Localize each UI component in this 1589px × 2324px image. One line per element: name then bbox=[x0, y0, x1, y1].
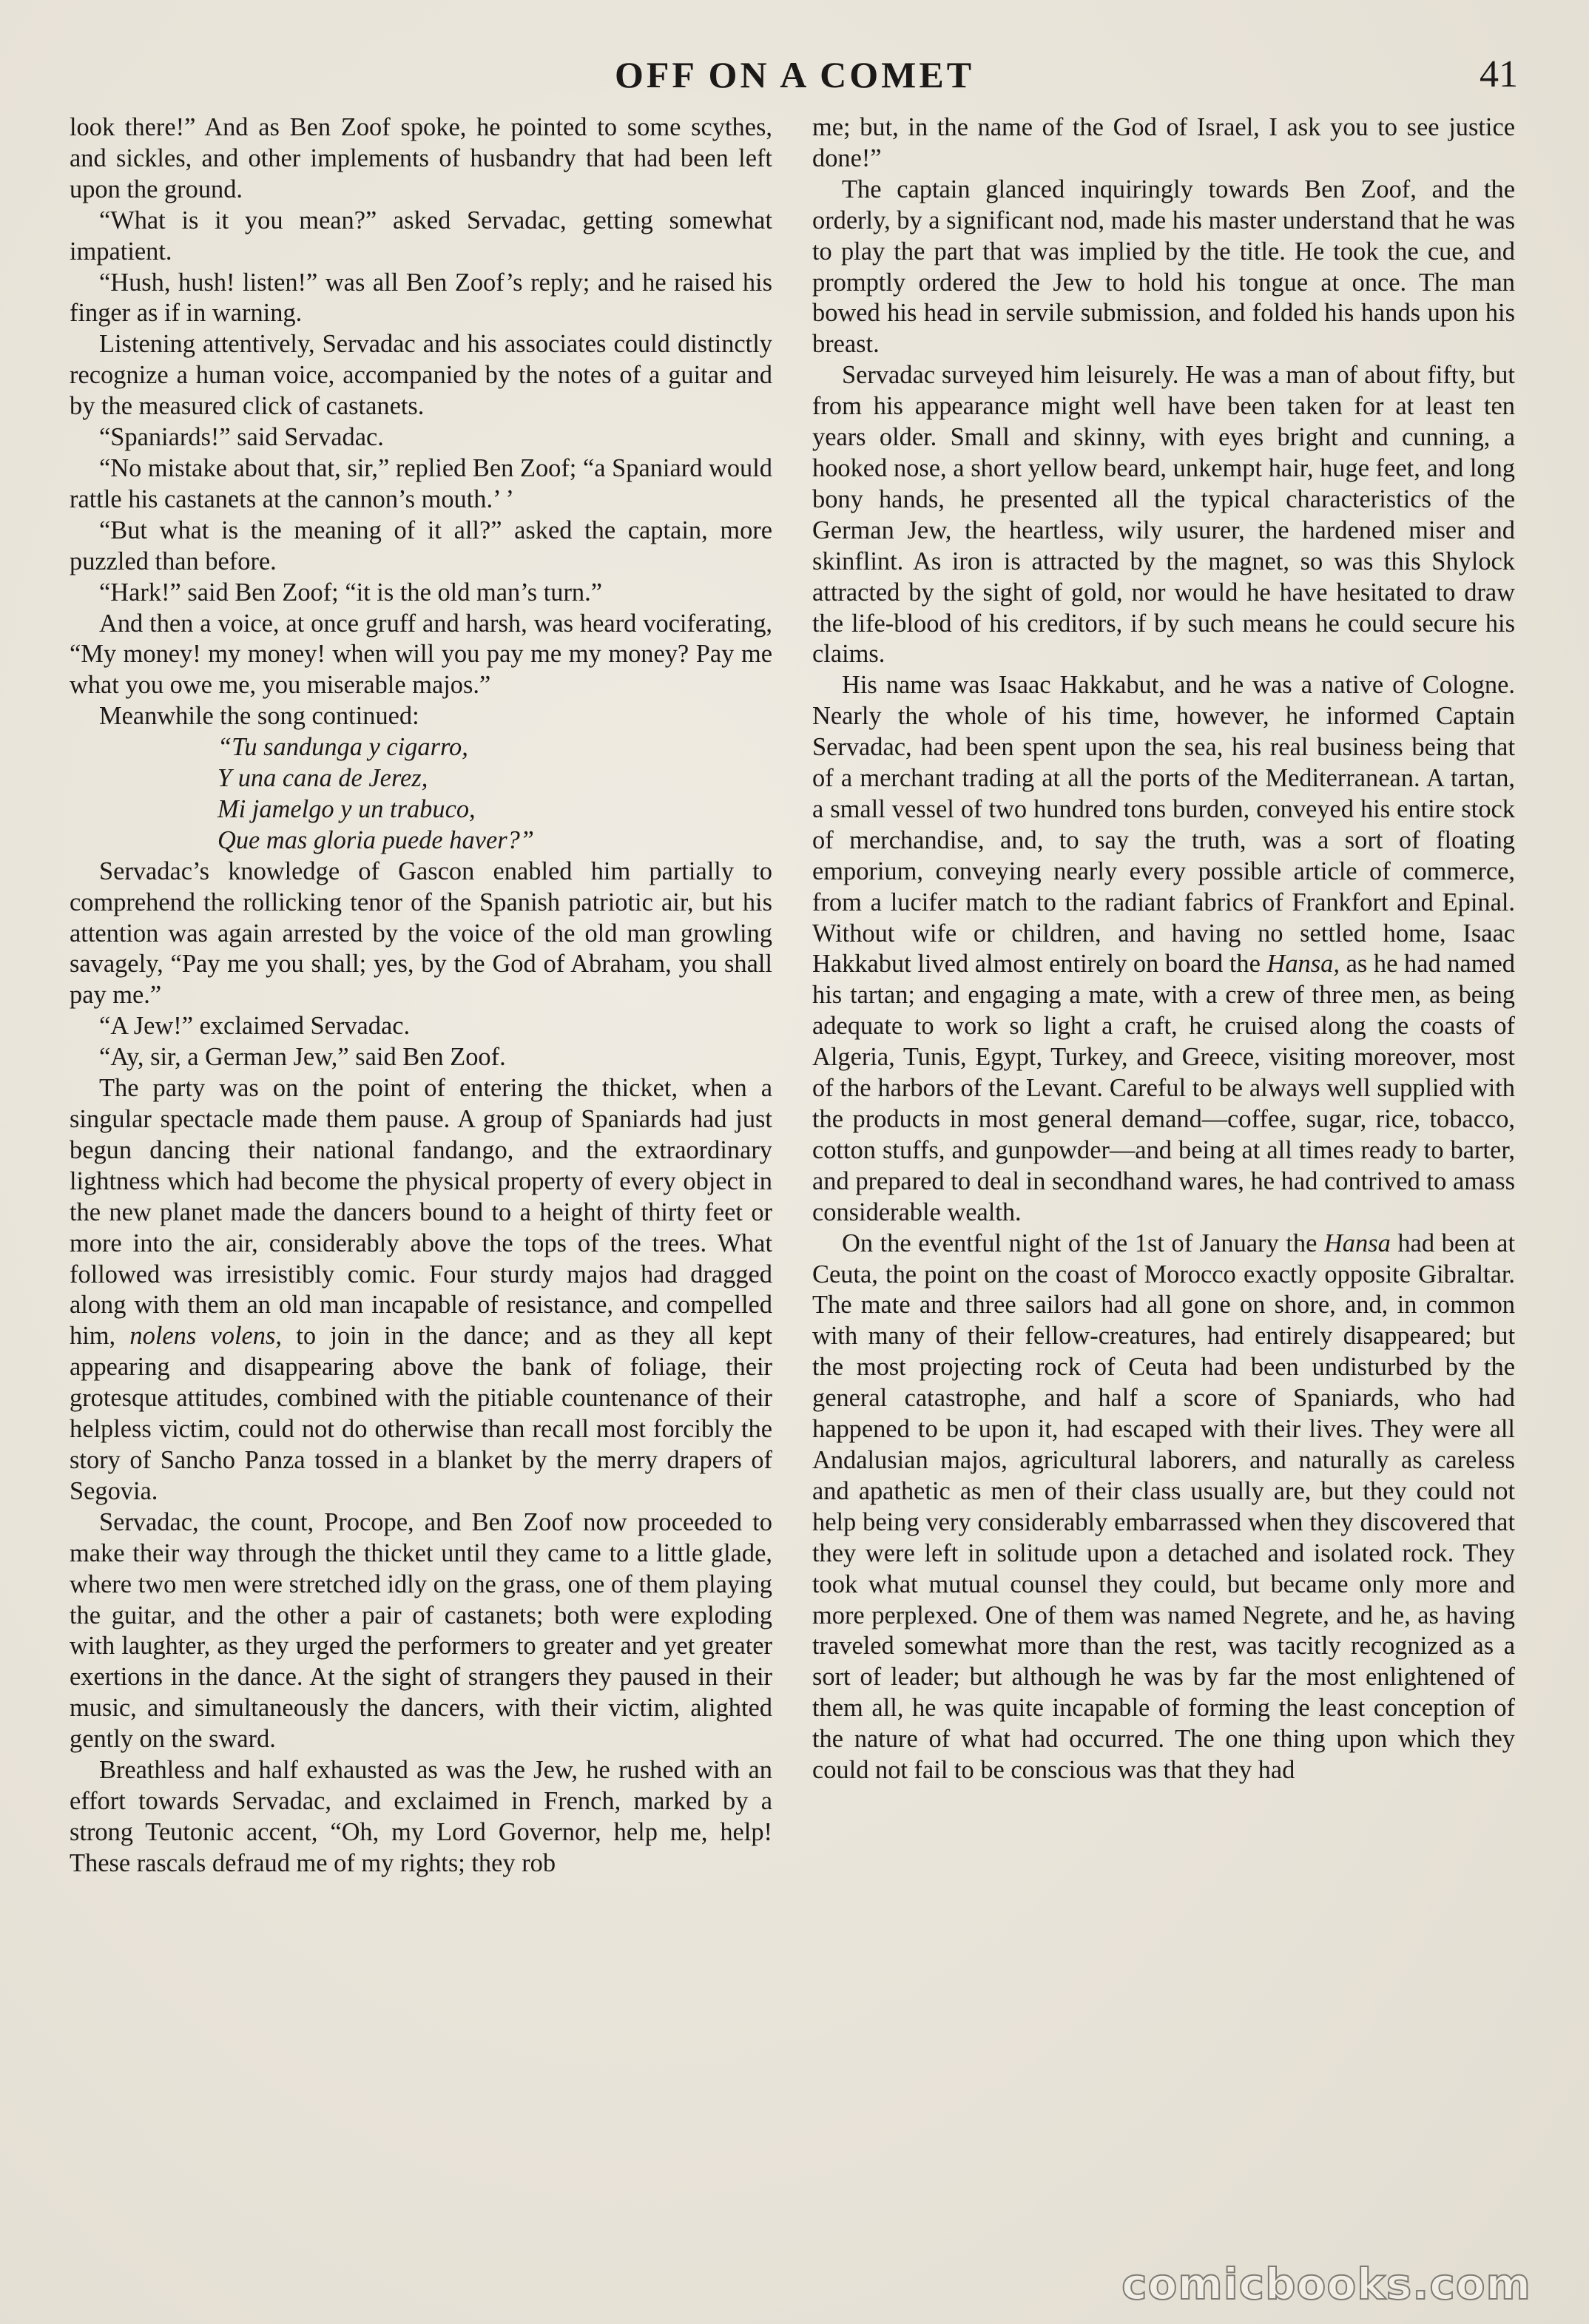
right-column bbox=[812, 112, 1515, 1786]
paragraph: Meanwhile the song continued: bbox=[99, 702, 419, 731]
paragraph: “Ay, sir, a German Jew,” said Ben Zoof. bbox=[99, 1043, 506, 1072]
paragraph: Servadac surveyed him leisurely. He was a man of about fifty, but from his appearance might well have been taken for at least ten years older. Small and skinny, with eyes bright and cunning, a hooked nose, a short yellow beard, unkempt hair, huge feet, and long bony hands, he presented all the typical characteristics of the German Jew, the heartless, wily usurer, the hardened miser and skinflint. As iron is attracted by the magnet, so was this Shylock attracted by the sight of gold, nor would he have hesitated to draw the life-blood of his creditors, if by such means he could secure his claims. bbox=[812, 361, 1515, 669]
paragraph: Servadac’s knowledge of Gascon enabled him partially to comprehend the rollicking tenor of the Spanish patriotic air, but his attention was again arrested by the voice of the old man growling savagely, “Pay me you shall; yes, by the God of Abraham, you shall pay me.” bbox=[70, 857, 772, 1010]
text-run: The party was on the point of entering the thicket, when a singular spectacle made them pause. A group of Spaniards had just begun dancing their national fandango, and the extraordinary lightness which had become the physical property of every object in the new planet made the dancers bound to a height of thirty feet or more into the air, considerably above the tops of the trees. What followed was irresistibly comic. Four sturdy majos had dragged along with them an old man incapable of resistance, and compelled him, bbox=[70, 1074, 772, 1351]
paragraph bbox=[70, 1073, 772, 1507]
song-verse bbox=[217, 732, 772, 857]
italic-run: Hansa, bbox=[1266, 950, 1340, 979]
paragraph: Breathless and half exhausted as was the Jew, he rushed with an effort towards Servadac, and exclaimed in French, marked by a strong Teutonic accent, “Oh, my Lord Governor, help me, help! These rascals defraud me of my rights; they rob bbox=[70, 1756, 772, 1877]
text-run: to join in the dance; and as they all kept appearing and disappearing above the bank of foliage, their grotesque attitudes, combined with the pitiable countenance of their helpless victim, could not do otherwise than recall most forcibly the story of Sancho Panza tossed in a blanket by the merry drapers of Segovia. bbox=[70, 1322, 772, 1505]
paragraph: “No mistake about that, sir,” replied Ben Zoof; “a Spaniard would rattle his castanets at the cannon’s mouth.’ ’ bbox=[70, 453, 772, 513]
paragraph bbox=[812, 670, 1515, 1228]
paragraph: “Hush, hush! listen!” was all Ben Zoof’s reply; and he raised his finger as if in warning. bbox=[70, 268, 772, 328]
paragraph: Servadac, the count, Procope, and Ben Zoof now proceeded to make their way through the thicket until they came to a little glade, where two men were stretched idly on the grass, one of them playing the guitar, and the other a pair of castanets; both were exploding with laughter, as they urged the performers to greater and yet greater exertions in the dance. At the sight of strangers they paused in their music, and simultaneously the dancers, with their victim, alighted gently on the sward. bbox=[70, 1507, 772, 1754]
text-run: as he had named his tartan; and engaging a mate, with a crew of three men, as being adequate to work so light a craft, he cruised along the coasts of Algeria, Tunis, Egypt, Turkey, and Greece, visiting moreover, most of the harbors of the Levant. Careful to be always well supplied with the products in most general demand—coffee, sugar, rice, tobacco, cotton stuffs, and gunpowder—and being at all times ready to barter, and prepared to deal in secondhand wares, he had contrived to amass considerable wealth. bbox=[812, 950, 1515, 1226]
italic-run: Hansa bbox=[1323, 1229, 1391, 1257]
paragraph: me; but, in the name of the God of Israel, I ask you to see justice done!” bbox=[812, 113, 1515, 172]
paragraph: “Hark!” said Ben Zoof; “it is the old man’s turn.” bbox=[99, 578, 602, 607]
verse-line: Mi jamelgo y un trabuco, bbox=[217, 794, 476, 823]
text-run: His name was Isaac Hakkabut, and he was a native of Cologne. Nearly the whole of his time, however, he informed Captain Servadac, had been spent upon the sea, his real business being that of a merchant trading at all the ports of the Mediterranean. A tartan, a small vessel of two hundred tons burden, conveyed his entire stock of merchandise, and, to say the truth, was a sort of floating emporium, conveying nearly every possible article of commerce, from a lucifer match to the radiant fabrics of Frankfort and Epinal. Without wife or children, and having no settled home, Isaac Hakkabut lived almost entirely on board the bbox=[812, 671, 1515, 979]
text-run: On the eventful night of the 1st of January the bbox=[842, 1229, 1324, 1257]
left-column bbox=[70, 112, 772, 1879]
paragraph: look there!” And as Ben Zoof spoke, he pointed to some scythes, and sickles, and other implements of husbandry that had been left upon the ground. bbox=[70, 113, 772, 203]
paragraph: “But what is the meaning of it all?” asked the captain, more puzzled than before. bbox=[70, 516, 772, 575]
paragraph: The captain glanced inquiringly towards Ben Zoof, and the orderly, by a significant nod, made his master understand that he was to play the part that was implied by the title. He took the cue, and promptly ordered the Jew to hold his tongue at once. The man bowed his head in servile submission, and folded his hands upon his breast. bbox=[812, 175, 1515, 359]
paragraph: And then a voice, at once gruff and harsh, was heard vociferating, “My money! my money! when will you pay me my money? Pay me what you owe me, you miserable majos.” bbox=[70, 609, 772, 700]
italic-run: nolens volens, bbox=[129, 1322, 282, 1351]
paragraph: “Spaniards!” said Servadac. bbox=[99, 423, 384, 452]
running-head bbox=[0, 49, 1589, 101]
site-watermark: comicbooks.com bbox=[1121, 2259, 1531, 2309]
running-title: OFF ON A COMET bbox=[614, 54, 975, 95]
paragraph: “What is it you mean?” asked Servadac, getting somewhat impatient. bbox=[70, 206, 772, 266]
verse-line: Y una cana de Jerez, bbox=[217, 764, 428, 793]
verse-line: Que mas gloria puede haver?” bbox=[217, 825, 534, 854]
paragraph: Listening attentively, Servadac and his associates could distinctly recognize a human voice, accompanied by the notes of a guitar and by the measured click of castanets. bbox=[70, 330, 772, 421]
text-run: had been at Ceuta, the point on the coast of Morocco exactly opposite Gibraltar. The mate and three sailors had all gone on shore, and, in common with many of their fellow-creatures, had entirely disappeared; but the most projecting rock of Ceuta had been undisturbed by the general catastrophe, and half a score of Spaniards, who had happened to be upon it, had escaped with their lives. They were all Andalusian majos, agricultural laborers, and naturally as careless and apathetic as men of their class usually are, but they could not help being very considerably embarrassed when they discovered that they were left in solitude upon a detached and isolated rock. They took what mutual counsel they could, but became only more and more perplexed. One of them was named Negrete, and he, as having traveled somewhat more than the rest, was tacitly recognized as a sort of leader; but although he was by far the most enlightened of them all, he was quite incapable of forming the least conception of the nature of what had occurred. The one thing upon which they could not fail to be conscious was that they had bbox=[812, 1229, 1515, 1785]
page-number: 41 bbox=[1480, 53, 1518, 95]
paragraph bbox=[812, 1229, 1515, 1786]
verse-line: “Tu sandunga y cigarro, bbox=[217, 733, 468, 762]
paragraph: “A Jew!” exclaimed Servadac. bbox=[99, 1012, 411, 1041]
